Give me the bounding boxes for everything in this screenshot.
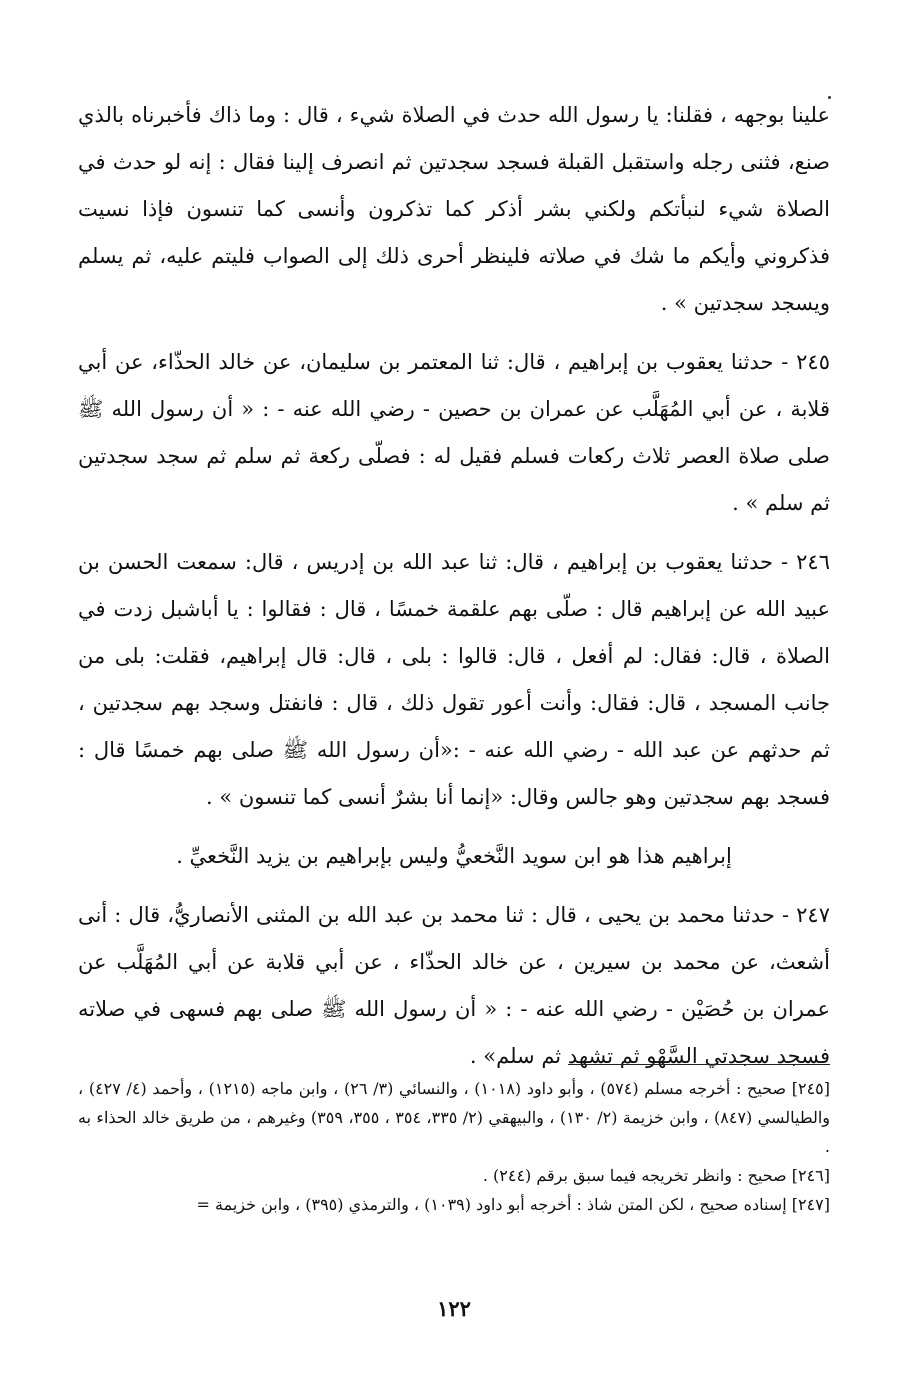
page-number: ١٢٢ xyxy=(437,1296,471,1321)
hadith-247: ٢٤٧ - حدثنا محمد بن يحيى ، قال : ثنا محمد بن عبد الله بن المثنى الأنصاريُّ، قال : أنى أشعث، عن محمد بن سيرين ، عن خالد الحذّاء ، عن أبي قلابة عن أبي المُهَلَّب عن عمران بن حُصَيْن - رضي الله عنه - : « أن رسول الله ﷺ صلى بهم فسهى في صلاته فسجد سجدتي السَّهْو ثم تشهد ثم سلم» . xyxy=(78,903,830,1068)
hadith-246: ٢٤٦ - حدثنا يعقوب بن إبراهيم ، قال: ثنا عبد الله بن إدريس ، قال: سمعت الحسن بن عبيد الله عن إبراهيم قال : صلّى بهم علقمة خمسًا ، قال : فقالوا : يا أباشبل زدت في الصلاة ، قال: فقال: لم أفعل ، قال: قالوا : بلى ، قال: قال إبراهيم، فقلت: بلى من جانب المسجد ، قال: فقال: وأنت أعور تقول ذلك ، قال : فانفتل وسجد بهم سجدتين ، ثم حدثهم عن عبد الله - رضي الله عنه - :«أن رسول الله ﷺ صلى بهم خمسًا قال : فسجد بهم سجدتين وهو جالس وقال: «إنما أنا بشرٌ أنسى كما تنسون » . xyxy=(78,550,830,809)
footnote-246: [٢٤٦] صحيح : وانظر تخريجه فيما سبق برقم (٢٤٤) . xyxy=(482,1166,830,1185)
footnote-245: [٢٤٥] صحيح : أخرجه مسلم (٥٧٤) ، وأبو داود (١٠١٨) ، والنسائي (٣/ ٢٦) ، وابن ماجه (١٢١٥) ، وأحمد (٤/ ٤٢٧) ، والطيالسي (٨٤٧) ، وابن خزيمة (٢/ ١٣٠) ، والبيهقي (٢/ ٣٣٥، ٣٥٤ ، ٣٥٥، ٣٥٩) وغيرهم ، من طريق خالد الحذاء به . xyxy=(78,1079,831,1156)
hadith-244-continuation: علينا بوجهه ، فقلنا: يا رسول الله حدث في الصلاة شيء ، قال : وما ذاك فأخبرناه بالذي صنع، فثنى رجله واستقبل القبلة فسجد سجدتين ثم انصرف إلينا فقال : إنه لو حدث في الصلاة شيء لنبأتكم ولكني بشر أذكر كما تذكرون وأنسى كما تنسون فإذا نسيت فذكروني وأيكم ما شك في صلاته فلينظر أحرى ذلك إلى الصواب فليتم عليه، ثم يسلم ويسجد سجدتين » . xyxy=(78,103,830,315)
page-body xyxy=(78,92,830,1373)
footnote-divider xyxy=(568,1064,830,1065)
footnotes xyxy=(78,1074,830,1219)
editor-note: إبراهيم هذا هو ابن سويد النَّخعيُّ وليس بإبراهيم بن يزيد النَّخعيِّ . xyxy=(176,844,732,868)
footnote-247: [٢٤٧] إسناده صحيح ، لكن المتن شاذ : أخرجه أبو داود (١٠٣٩) ، والترمذي (٣٩٥) ، وابن خزيمة = xyxy=(196,1195,830,1214)
hadith-245: ٢٤٥ - حدثنا يعقوب بن إبراهيم ، قال: ثنا المعتمر بن سليمان، عن خالد الحذّاء، عن أبي قلابة ، عن أبي المُهَلَّب عن عمران بن حصين - رضي الله عنه - : « أن رسول الله ﷺ صلى صلاة العصر ثلاث ركعات فسلم فقيل له : فصلّى ركعة ثم سلم ثم سجد سجدتين ثم سلم » . xyxy=(78,350,830,515)
